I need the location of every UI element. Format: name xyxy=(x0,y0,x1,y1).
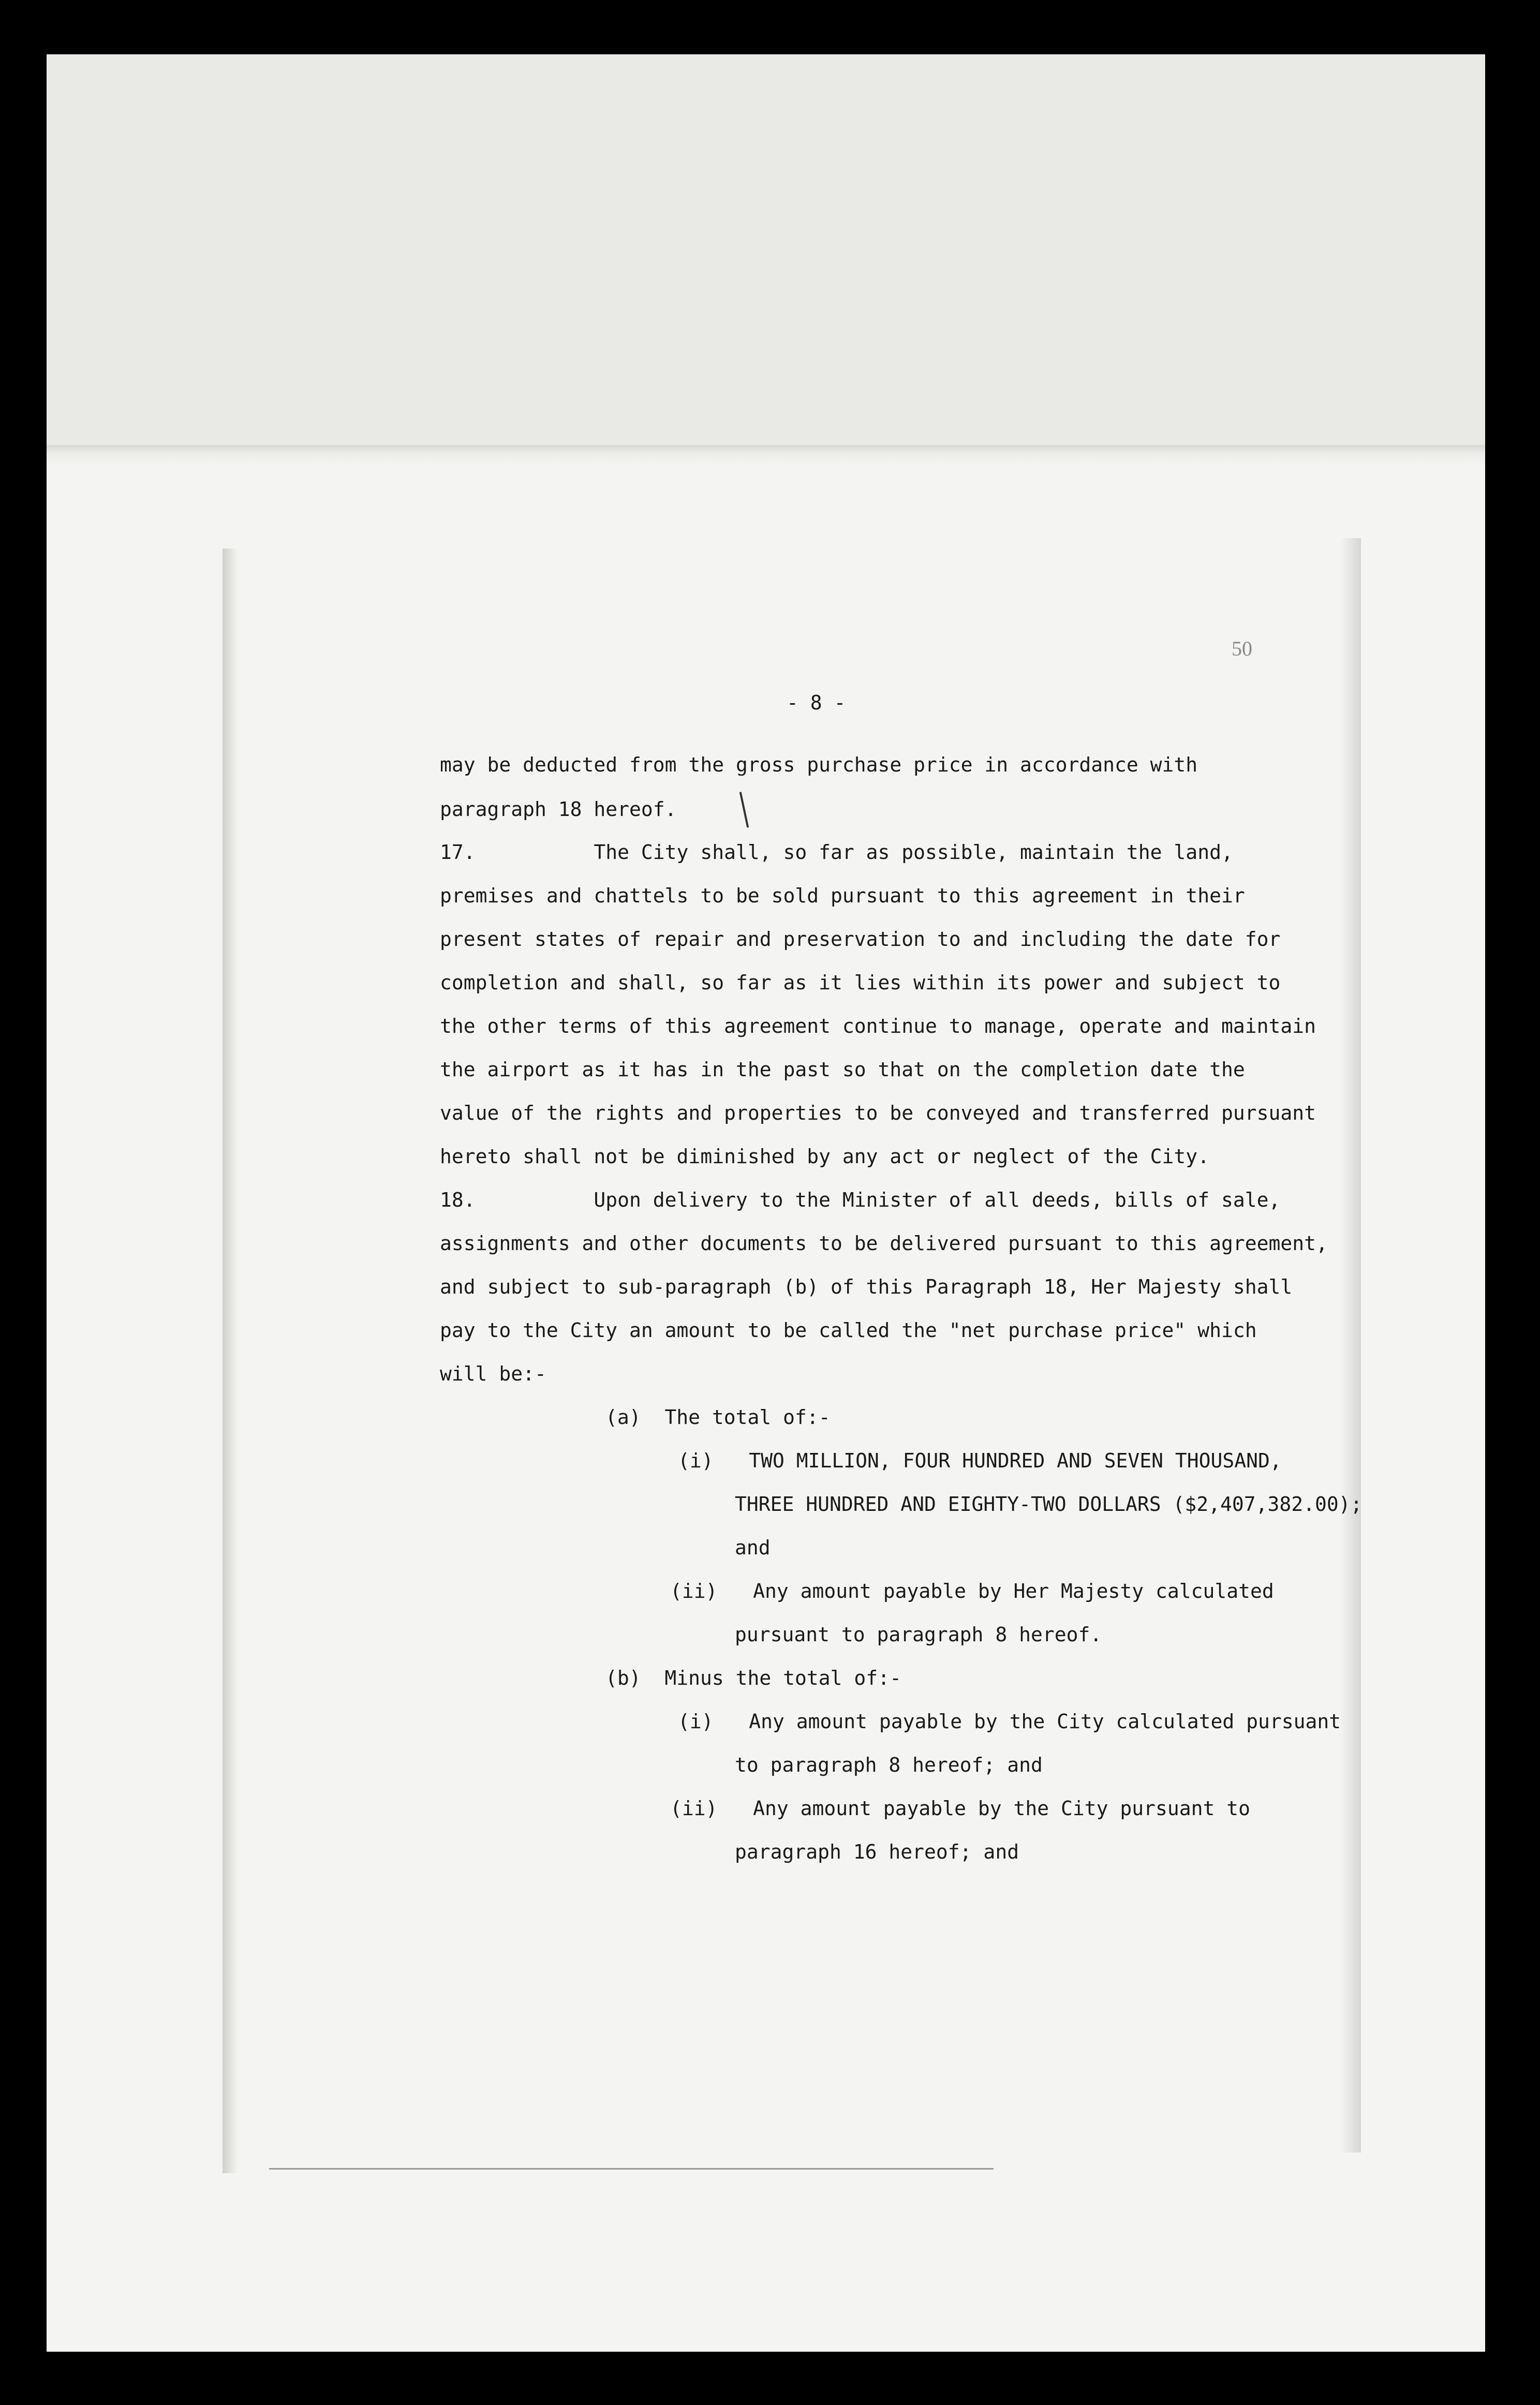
text-line: and subject to sub-paragraph (b) of this Paragraph 18, Her Majesty shall xyxy=(440,1275,1293,1298)
sub-item-b-i: (i) Any amount payable by the City calculated pursuant xyxy=(678,1710,1341,1733)
text-line: to paragraph 8 hereof; and xyxy=(735,1754,1043,1776)
page-edge-left xyxy=(223,548,238,2173)
text-line: 18. Upon delivery to the Minister of all deeds, bills of sale, xyxy=(440,1189,1281,1211)
text-line: and xyxy=(735,1536,771,1559)
text-line: paragraph 16 hereof; and xyxy=(735,1840,1019,1863)
text-line: hereto shall not be diminished by any act or neglect of the City. xyxy=(440,1145,1210,1168)
text-line: will be:- xyxy=(440,1362,546,1385)
text-line: paragraph 18 hereof. xyxy=(440,798,677,821)
text-line: completion and shall, so far as it lies within its power and subject to xyxy=(440,971,1281,994)
bottom-rule xyxy=(269,2168,994,2170)
sub-item-a-i: (i) TWO MILLION, FOUR HUNDRED AND SEVEN THOUSAND, xyxy=(678,1449,1282,1472)
text-line: assignments and other documents to be delivered pursuant to this agreement, xyxy=(440,1232,1328,1255)
sub-item-b: (b) Minus the total of:- xyxy=(605,1667,901,1689)
sub-item-a-ii: (ii) Any amount payable by Her Majesty calculated xyxy=(670,1580,1274,1602)
text-line: the other terms of this agreement continue to manage, operate and maintain xyxy=(440,1015,1316,1037)
text-line: present states of repair and preservation to and including the date for xyxy=(440,928,1281,951)
overlay-sheet xyxy=(47,54,1485,458)
text-line: pursuant to paragraph 8 hereof. xyxy=(735,1623,1102,1646)
text-line: 17. The City shall, so far as possible, maintain the land, xyxy=(440,841,1233,864)
page-number: - 8 - xyxy=(787,691,846,714)
text-line: value of the rights and properties to be conveyed and transferred pursuant xyxy=(440,1102,1316,1124)
text-line: the airport as it has in the past so that on the completion date the xyxy=(440,1058,1245,1081)
sub-item-b-ii: (ii) Any amount payable by the City pursuant to xyxy=(670,1797,1251,1820)
text-line: pay to the City an amount to be called the "net purchase price" which xyxy=(440,1319,1257,1342)
sub-item-a: (a) The total of:- xyxy=(605,1406,831,1429)
stamp-number: 50 xyxy=(1232,637,1252,660)
text-line: premises and chattels to be sold pursuant to this agreement in their xyxy=(440,884,1245,907)
text-line: THREE HUNDRED AND EIGHTY-TWO DOLLARS ($2,407,382.00); xyxy=(735,1493,1363,1516)
fold-shadow xyxy=(47,445,1485,466)
page-edge-right xyxy=(1340,538,1361,2152)
text-line: may be deducted from the gross purchase price in accordance with xyxy=(440,753,1198,776)
